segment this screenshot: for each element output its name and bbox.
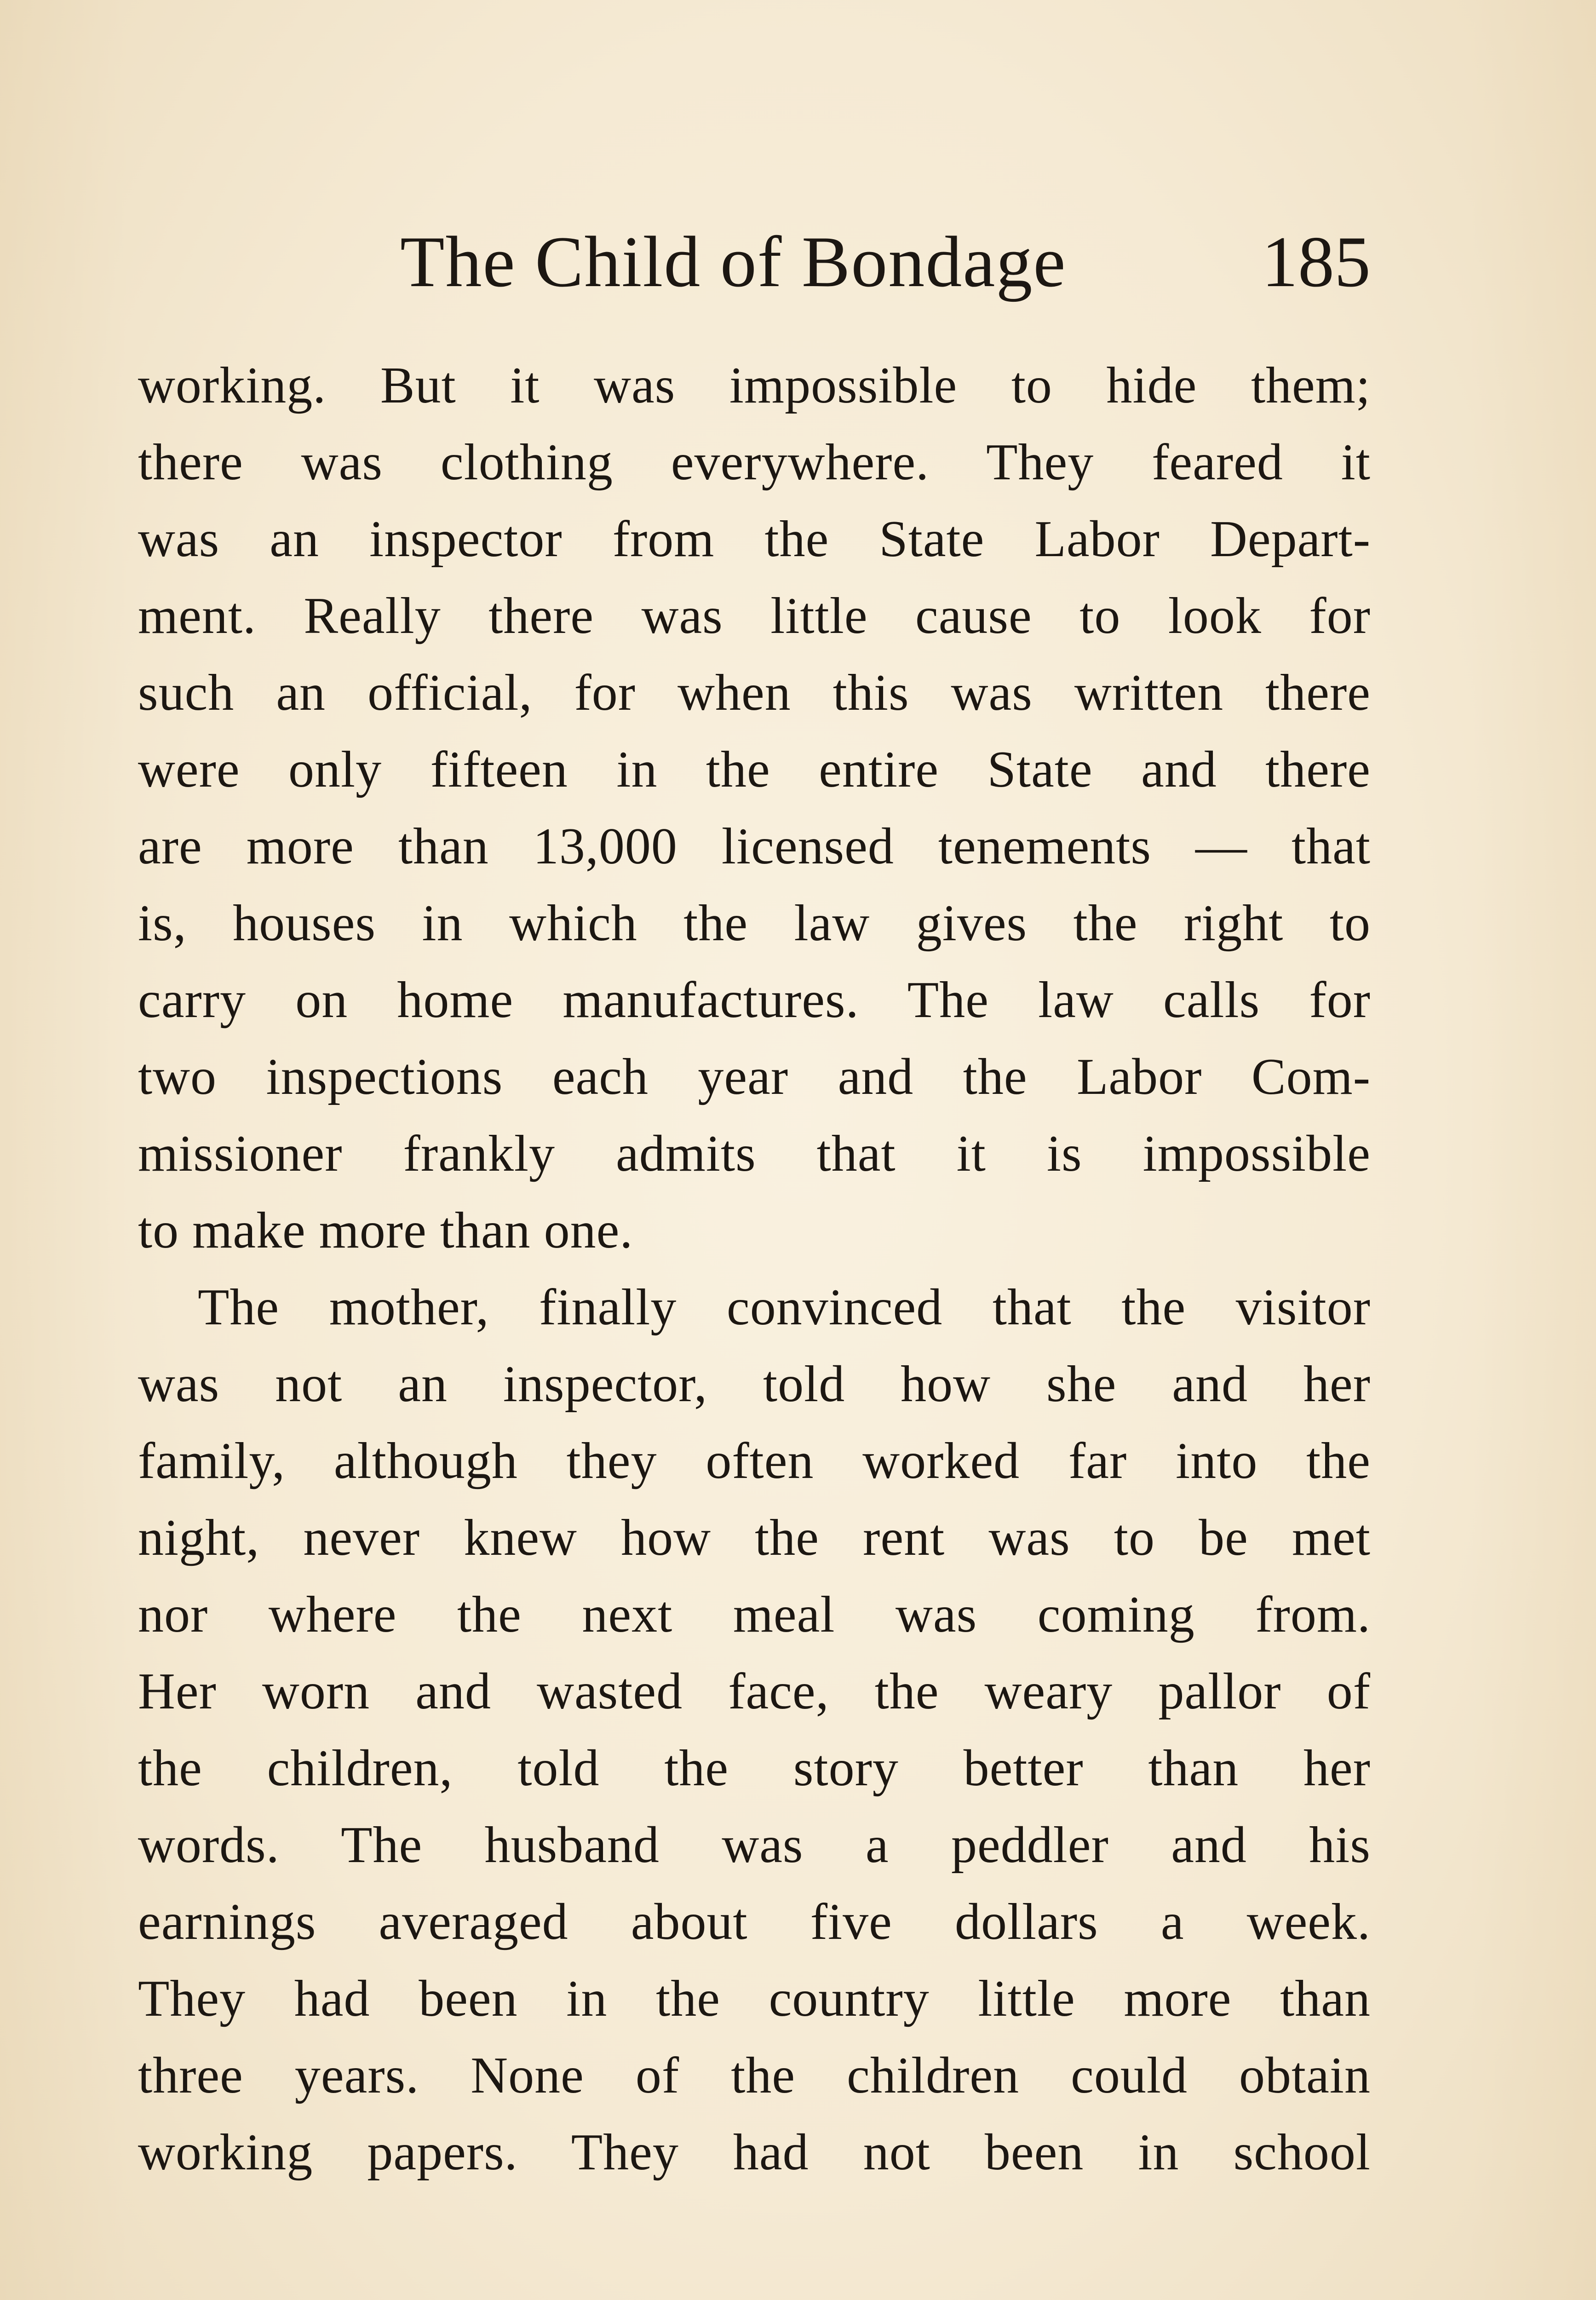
text-line: ment. Really there was little cause to look for xyxy=(138,587,1371,644)
text-line: Her worn and wasted face, the weary pallor of xyxy=(138,1663,1371,1720)
text-line: was not an inspector, told how she and her xyxy=(138,1356,1371,1413)
text-line: night, never knew how the rent was to be met xyxy=(138,1509,1371,1566)
text-line: family, although they often worked far into the xyxy=(138,1432,1371,1489)
text-line: missioner frankly admits that it is impossible xyxy=(138,1125,1371,1182)
text-line: such an official, for when this was written there xyxy=(138,664,1371,721)
text-line: is, houses in which the law gives the right to xyxy=(138,895,1371,952)
text-line: They had been in the country little more than xyxy=(138,1970,1371,2027)
text-line: was an inspector from the State Labor Depart- xyxy=(138,511,1371,568)
body-text xyxy=(138,347,1371,2191)
text-line: carry on home manufactures. The law calls for xyxy=(138,972,1371,1029)
text-line: to make more than one. xyxy=(138,1202,633,1259)
text-line: three years. None of the children could obtain xyxy=(138,2047,1371,2104)
text-line: The mother, finally convinced that the visitor xyxy=(198,1279,1371,1336)
running-title: The Child of Bondage xyxy=(400,222,1067,302)
text-line: earnings averaged about five dollars a week. xyxy=(138,1893,1371,1950)
text-line: nor where the next meal was coming from. xyxy=(138,1586,1371,1643)
page-number: 185 xyxy=(1262,222,1371,302)
text-line: were only fifteen in the entire State and there xyxy=(138,741,1371,798)
running-head xyxy=(400,216,1371,308)
text-line: words. The husband was a peddler and his xyxy=(138,1817,1371,1874)
text-line: the children, told the story better than her xyxy=(138,1740,1371,1797)
text-line: are more than 13,000 licensed tenements — that xyxy=(138,818,1371,875)
text-line: there was clothing everywhere. They feared it xyxy=(138,434,1371,491)
text-line: two inspections each year and the Labor Com- xyxy=(138,1048,1371,1105)
text-line: working papers. They had not been in school xyxy=(138,2124,1371,2181)
text-line: working. But it was impossible to hide them; xyxy=(138,357,1371,414)
